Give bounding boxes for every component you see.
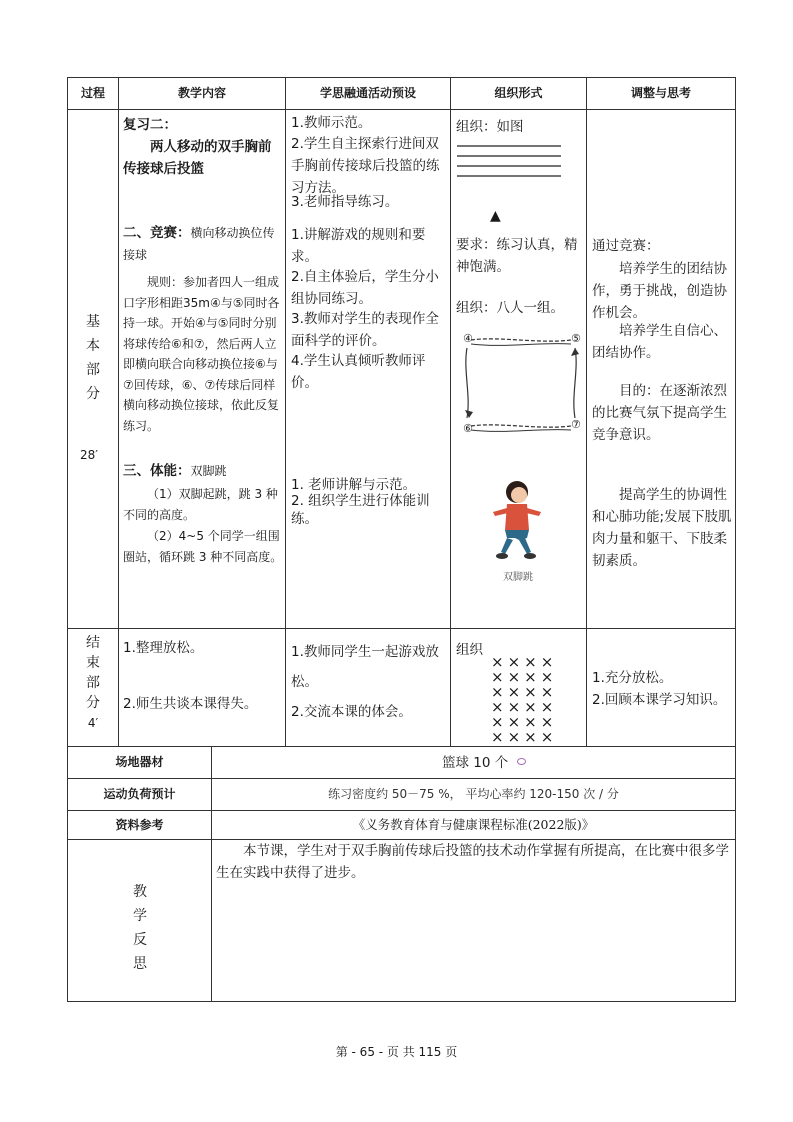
end-phase-label: 结 束 部 分 4′	[86, 635, 100, 730]
end-reflect-1: 1.充分放松。	[592, 670, 673, 686]
player-4-marker: ④	[463, 332, 473, 345]
basic-activity-cell	[285, 109, 451, 629]
teacher-marker: ▲	[490, 208, 501, 224]
passing-square-diagram	[459, 330, 585, 434]
end-phase-cell	[67, 628, 119, 747]
equipment-value-cell	[211, 746, 736, 779]
review-title: 复习二：	[123, 117, 177, 133]
activity-a1: 1.教师示范。	[291, 115, 372, 131]
reference-value: 《义务教育体育与健康课程标准(2022版)》	[352, 817, 595, 832]
load-value: 练习密度约 50－75 %， 平均心率约 120-150 次 / 分	[328, 787, 619, 801]
fitness-heading: 三、体能：双脚跳	[123, 463, 227, 479]
teaching-reflection-text: 本节课，学生对于双手胸前传球后投篮的技术动作掌握有所提高，在比赛中很多学生在实践中获得了进步。	[216, 843, 729, 881]
org-group: 组织：八人一组。	[456, 300, 564, 316]
end-activity-1: 1.教师同学生一起游戏放松。	[291, 644, 439, 690]
teaching-reflection-text-cell	[211, 839, 736, 1002]
competition-rules: 规则：参加者四人一组成口字形相距35m④与⑤同时各持一球。开始④与⑤同时分别将球传给⑥和⑦，然后两人立即横向联合向移动换位接⑥与⑦回传球，⑥、⑦传球后同样横向移动换位接球，依此反复练习。	[123, 275, 280, 433]
basic-reflection-cell	[586, 109, 736, 629]
org-requirement: 要求：练习认真，精神饱满。	[456, 237, 578, 275]
end-content-1: 1.整理放松。	[123, 640, 204, 656]
basic-phase-label: 基 本 部 分	[86, 314, 100, 402]
org-as-shown: 组织：如图	[456, 119, 524, 135]
child-leg-left	[501, 538, 513, 554]
equipment-label-cell: 场地器材	[67, 746, 212, 779]
end-organization-cell	[450, 628, 587, 747]
activity-b1: 1.讲解游戏的规则和要求。	[291, 227, 426, 265]
basic-time: 28′	[80, 448, 98, 462]
activity-b4: 4.学生认真倾听教师评价。	[291, 353, 426, 391]
child-arm-right	[526, 508, 541, 516]
teaching-reflection-label-cell	[67, 839, 212, 1002]
reference-label-cell: 资料参考	[67, 810, 212, 840]
reflect-r1: 通过竞赛：	[592, 238, 660, 254]
load-value-cell	[211, 778, 736, 811]
x-formation: ×××× ×××× ×××× ×××× ×××× ××××	[491, 653, 558, 746]
reflect-r3: 培养学生自信心、团结协作。	[592, 323, 727, 361]
pass-path-top	[471, 339, 571, 341]
formation-lines-diagram	[455, 144, 567, 184]
activity-b2: 2.自主体验后，学生分小组协同练习。	[291, 269, 439, 307]
header-col-activity: 学思融通活动预设	[285, 77, 451, 110]
activity-a2: 2.学生自主探索行进间双手胸前传接球后投篮的练习方法。	[291, 136, 440, 196]
activity-b3: 3.教师对学生的表现作全面科学的评价。	[291, 311, 439, 349]
pass-path-right	[574, 348, 576, 418]
end-reflection-cell	[586, 628, 736, 747]
player-7-marker: ⑦	[571, 418, 581, 431]
child-shorts	[505, 530, 529, 540]
child-shoe-right	[524, 553, 536, 559]
jump-caption: 双脚跳	[503, 572, 533, 583]
child-leg-right	[519, 538, 531, 554]
arrow-head	[465, 410, 473, 418]
child-face	[511, 487, 527, 503]
basic-content-cell	[118, 109, 286, 629]
page-number: 第 - 65 - 页 共 115 页	[335, 1045, 458, 1059]
load-label-cell: 运动负荷预计	[67, 778, 212, 811]
player-5-marker: ⑤	[571, 332, 581, 345]
pass-path-bottom	[471, 425, 571, 427]
review-name: 两人移动的双手胸前传接球后投篮	[123, 139, 272, 177]
reference-value-cell	[211, 810, 736, 840]
jumping-child-illustration	[489, 478, 545, 564]
equipment-value: 篮球 10 个	[442, 755, 509, 771]
arrow-head	[571, 348, 579, 356]
basketball-icon	[517, 758, 526, 765]
player-6-marker: ⑥	[463, 422, 473, 435]
child-shoe-left	[496, 553, 508, 559]
end-activity-2: 2.交流本课的体会。	[291, 704, 412, 720]
basic-phase-cell	[67, 109, 119, 629]
competition-heading: 二、竞赛：横向移动换位传接球	[123, 225, 275, 262]
pass-path-top-return	[471, 344, 571, 346]
child-shirt	[505, 504, 529, 530]
activity-a3: 3.老师指导练习。	[291, 194, 399, 210]
pass-path-bottom-return	[471, 430, 571, 432]
activity-c1: 1. 老师讲解与示范。	[291, 477, 417, 493]
header-col-process: 过程	[67, 77, 119, 110]
activity-c2: 2. 组织学生进行体能训练。	[291, 493, 430, 527]
reflect-r5: 提高学生的协调性和心肺功能;发展下肢肌肉力量和躯干、下肢柔韧素质。	[592, 487, 732, 569]
pass-path-left	[466, 348, 468, 418]
reflect-r4: 目的：在逐渐浓烈的比赛气氛下提高学生竞争意识。	[592, 383, 727, 443]
header-col-content: 教学内容	[118, 77, 286, 110]
end-org-label: 组织	[456, 642, 483, 658]
header-col-organization: 组织形式	[450, 77, 587, 110]
fitness-item-2: （2）4~5 个同学一组围圈站，循环跳 3 种不同高度。	[123, 529, 283, 564]
fitness-item-1: （1）双脚起跳，跳 3 种不同的高度。	[123, 487, 278, 522]
end-content-cell	[118, 628, 286, 747]
basic-organization-cell	[450, 109, 587, 629]
end-content-2: 2.师生共谈本课得失。	[123, 696, 258, 712]
reflect-r2: 培养学生的团结协作，勇于挑战，创造协作机会。	[592, 261, 727, 321]
end-reflect-2: 2.回顾本课学习知识。	[592, 692, 727, 708]
end-activity-cell	[285, 628, 451, 747]
header-col-reflection: 调整与思考	[586, 77, 736, 110]
child-arm-left	[493, 508, 508, 516]
teaching-reflection-label: 教 学 反 思	[133, 884, 147, 972]
